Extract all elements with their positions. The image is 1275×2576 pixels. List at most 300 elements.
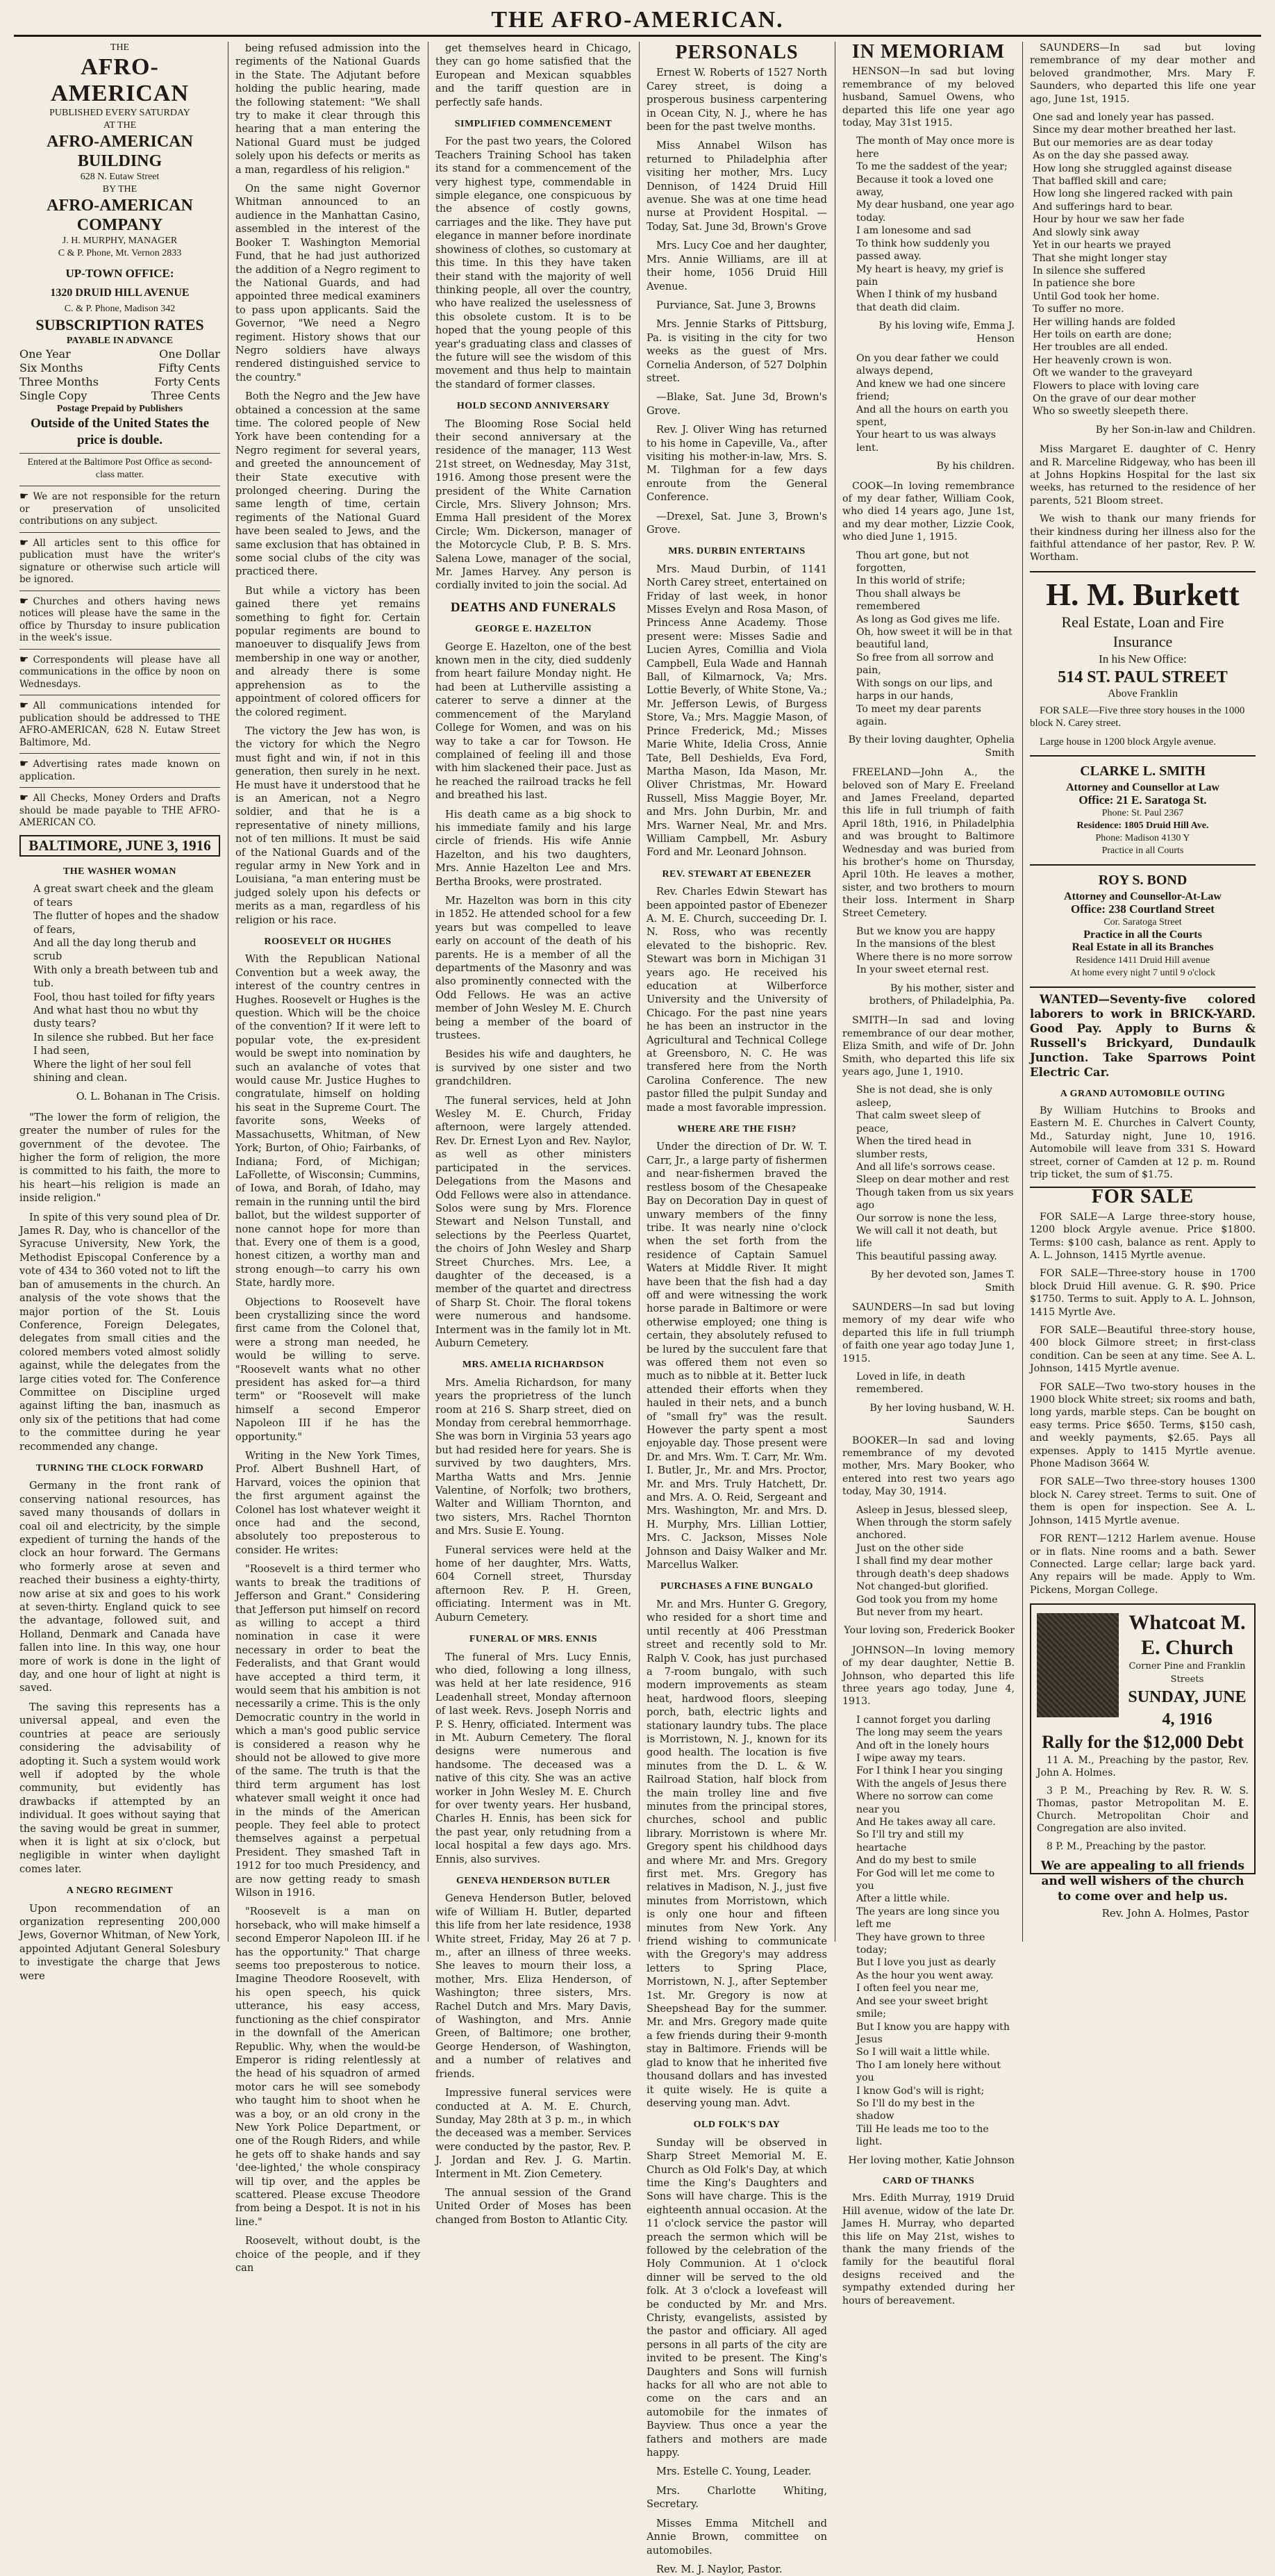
- article-fish: [647, 1140, 827, 1571]
- paragraph: Sunday will be observed in Sharp Street Memorial M. E. Church as Old Folk's Day, at which time the King's Daughters and Sons will have charge. This is the eighteenth annual occasion. At the 11 o'clock service the pastor will preach the sermon which will be followed by the celebration of the Holy Communion. At 1 o'clock dinner will be served to the old folk. At 3 o'clock a lovefeast will be conducted by Mr. and Mrs. Christy, evangelists, assisted by the pastor and officiary. All aged persons in all parts of the city are invited to be present. The King's Daughters and Sons will furnish hacks for all who are not able to come on the cars and an automobile for the inmates of Bayview. Thus once a year the fathers and mothers are made happy.: [647, 2136, 827, 2459]
- church-name: Whatcoat M. E. Church: [1128, 1611, 1246, 1660]
- paragraph: With the Republican National Convention but a week away, the interest of the country centres in Hughes. Roosevelt or Hughes is the question. Which will be the choice of the convention? If it were left to popular vote, the ex-president would be swept into nomination by such an avalanche of votes that would cause Mr. Justice Hughes to congratulate, himself on holding his seat in the Supreme Court. The favorite sons, Weeks of Massachusetts, Whitman, of New York; Burton, of Ohio; Fairbanks, of Indiana; Ford, of Michigan; LaFollette, of Wisconsin; Cummins, of Iowa, and Borah, of Idaho, may remain in the running until the bird ballot, but the wildest supporter of none cannot hope for more than that. Every one of them is a good, honest citizen, a worthy man and strong enough—to carry his own State, hardly more.: [235, 953, 420, 1289]
- poem-line: Her troubles are all ended.: [1033, 342, 1168, 354]
- poem-line: To me the saddest of the year;: [856, 161, 1008, 173]
- paragraph: The saving this represents has a universal appeal, and even the countries at peace are seriously considering the advisability of adopting it. Such a system would work well if adopted by the whole community, but evidently has drawbacks if attempted by an individual. It goes without saying that the saving would be great in summer, when it is light at six o'clock, but negligible in winter when daylight comes later.: [19, 1701, 220, 1875]
- poem-line: And sufferings hard to bear.: [1033, 201, 1173, 213]
- rate-row: [19, 347, 220, 361]
- poem-line: Until God took her home.: [1033, 290, 1160, 302]
- ad-burkett: [1030, 571, 1256, 748]
- poem-line: I am lonesome and sad: [856, 225, 972, 237]
- pointing-hand-icon: ☛: [19, 594, 29, 607]
- poem-line: Yet in our hearts we prayed: [1033, 240, 1172, 251]
- poem-line: With songs on our lips, and harps in our hands,: [856, 677, 993, 702]
- poem-line: Your heart to us was always lent.: [856, 429, 997, 454]
- dateline: BALTIMORE, JUNE 3, 1916: [19, 835, 220, 857]
- rates-table: [19, 347, 220, 403]
- ad-roy-bond: [1030, 864, 1256, 980]
- poem-line: I cannot forget you darling: [856, 1714, 991, 1726]
- pointing-hand-icon: ☛: [19, 791, 29, 804]
- ad-bond-name: ROY S. BOND: [1098, 872, 1188, 888]
- headline-ennis: FUNERAL OF MRS. ENNIS: [469, 1634, 598, 1645]
- poem-line: How long she struggled against disease: [1033, 163, 1232, 174]
- rate-term: Three Months: [19, 375, 99, 388]
- rate-row: [19, 375, 220, 389]
- poem-line: Thou shall always be remembered: [856, 588, 961, 613]
- paragraph: Misses Emma Mitchell and Annie Brown, committee on automobiles.: [647, 2517, 827, 2557]
- poem-line: As on the day she passed away.: [1033, 150, 1190, 162]
- poem-line: I shall find my dear mother through death's deep shadows: [856, 1555, 1009, 1580]
- poem-line: A great swart cheek and the gleam of tears: [33, 883, 214, 909]
- nameplate-address: 628 N. Eutaw Street: [80, 172, 160, 182]
- headline-richardson: MRS. AMELIA RICHARDSON: [462, 1360, 605, 1371]
- poem-line: My dear husband, one year ago today.: [856, 199, 1015, 224]
- poem-line: To suffer no more.: [1033, 304, 1124, 315]
- paragraph: George E. Hazelton, one of the best known men in the city, died suddenly from heart failure Monday night. He had been at Lutherville assisting a caterer to serve a dinner at the commencement of the Maryland College for Women, and was on his way to take a car for Towson. He complained of feeling ill and those with him slackened their pace. Just as he reached the railroad tracks he fell and breathed his last.: [435, 641, 631, 802]
- poem-line: In this world of strife;: [856, 575, 966, 587]
- poem-line: Not changed-but glorified.: [856, 1581, 989, 1593]
- church-date: SUNDAY, JUNE 4, 1916: [1128, 1687, 1247, 1728]
- poem-line: And knew we had one sincere friend;: [856, 378, 1006, 403]
- notices-list: [19, 486, 220, 829]
- poem-line: For God will let me come to you: [856, 1867, 995, 1892]
- poem-line: The years are long since you left me: [856, 1906, 1000, 1931]
- poem-line: In the mansions of the blest: [856, 939, 996, 950]
- poem-line: In silence she rubbed. But her face I had seen,: [33, 1031, 214, 1057]
- poem-line: When I think of my husband that death did claim.: [856, 289, 998, 313]
- memoriam-cook: COOK—In loving remembrance of my dear father, William Cook, who died 14 years ago, June 1st, and my dear mother, Lizzie Cook, who died June 1, 1915.: [842, 480, 1015, 543]
- paragraph: Objections to Roosevelt have been crystallizing since the word first came from the Colonel that, were a strong man needed, he would be willing to serve. "Roosevelt wants what no other president has asked for—a third term" or "Roosevelt will make himself a second Emperor Napoleon III if he has the opportunity.": [235, 1296, 420, 1443]
- poem-line: My heart is heavy, my grief is pain: [856, 263, 1003, 288]
- poem-line: For I think I hear you singing: [856, 1765, 1003, 1777]
- headline-personals: PERSONALS: [675, 42, 799, 63]
- poem-line: So free from all sorrow and pain,: [856, 652, 994, 677]
- church-pastor: Rev. John A. Holmes, Pastor: [1101, 1906, 1249, 1919]
- article-bungalo: [647, 1598, 827, 2110]
- poem-line: The long may seem the years: [856, 1727, 1003, 1739]
- nameplate-phone: C & P. Phone, Mt. Vernon 2833: [58, 248, 182, 258]
- ad-bond-office: Office: 238 Courtland Street: [1071, 902, 1215, 916]
- headline-durbin: MRS. DURBIN ENTERTAINS: [668, 546, 806, 557]
- ad-bond-practice: Practice in all the Courts: [1083, 928, 1202, 941]
- poem-line: Till He leads me too to the light.: [856, 2123, 989, 2148]
- headline-card-of-thanks: CARD OF THANKS: [882, 2175, 975, 2186]
- poem-line: Where no sorrow can come near you: [856, 1791, 993, 1815]
- paragraph: Mrs. Charlotte Whiting, Secretary.: [647, 2484, 827, 2511]
- poem-line: We will call it not death, but life: [856, 1225, 997, 1250]
- rate-price: Three Cents: [151, 389, 220, 402]
- poem-line: Her toils on earth are done;: [1033, 329, 1172, 340]
- poem-line: In patience she bore: [1033, 278, 1135, 290]
- headline-in-memoriam: IN MEMORIAM: [851, 41, 1006, 63]
- memoriam-johnson: JOHNSON—In loving memory of my dear daughter, Nettie B. Johnson, who departed this life three years ago today, June 4, 1913.: [842, 1644, 1015, 1708]
- ad-burkett-street: 514 ST. PAUL STREET: [1058, 668, 1228, 686]
- ad-clarke-residence: Residence: 1805 Druid Hill Ave.: [1076, 820, 1209, 831]
- poem-line: So I'll try and still my heartache: [856, 1829, 964, 1853]
- poem-line: I often feel you near me,: [856, 1983, 979, 1995]
- poem-line: In your sweet eternal rest.: [856, 964, 990, 976]
- poem-washer-woman: [33, 882, 220, 1084]
- poem-line: And slowly sink away: [1033, 226, 1140, 238]
- column-2: [230, 42, 426, 2274]
- notice-item: [19, 591, 220, 645]
- signature: Her loving mother, Katie Johnson: [848, 2154, 1015, 2166]
- pointing-hand-icon: ☛: [19, 699, 29, 711]
- poem-line: But I know you are happy with Jesus: [856, 2021, 1010, 2045]
- headline-for-sale: FOR SALE: [1030, 1187, 1256, 1203]
- for-sale-item: FOR SALE—Two three-story houses 1300 block N. Carey street. Terms to suit. One of them is open for inspection. See A. L. Johnson, 1415 Myrtle avenue.: [1030, 1476, 1256, 1526]
- poem-line: Her heavenly crown is won.: [1033, 354, 1172, 366]
- poem-line: Who so sweetly sleepeth there.: [1033, 406, 1189, 418]
- poem-line: Tho I am lonely here without you: [856, 2059, 1001, 2084]
- church-schedule-item: 8 P. M., Preaching by the pastor.: [1047, 1840, 1206, 1852]
- paragraph: Geneva Henderson Butler, beloved wife of William H. Butler, departed this life from her late residence, 1938 White street, Friday, May 26 at 7 p. m., after an illness of three weeks. She leaves to mourn their loss, a mother, Mrs. Eliza Henderson, of Washington; three sisters, Mrs. Rachel Dutch and Mrs. Mary Davis, of Washington, and Mrs. Annie Green, of Baltimore; one brother, George Henderson, of Washington, and a number of relatives and friends.: [435, 1892, 631, 2080]
- poem-line: Flowers to place with loving care: [1033, 380, 1199, 392]
- notice-text: All Checks, Money Orders and Drafts should be made payable to THE AFRO-AMERICAN CO.: [19, 793, 220, 828]
- memoriam-saunders: SAUNDERS—In sad but loving memory of my dear wife who departed this life in full triumph of faith one year ago today June 1, 1915.: [842, 1301, 1015, 1364]
- church-schedule-item: 3 P. M., Preaching by Rev. R. W. S. Thomas, pastor Metropolitan M. E. Church. Metropolitan Choir and Congregation are also invited.: [1037, 1785, 1249, 1834]
- notice-text: All articles sent to this office for publication must have the writer's signature or otherwise such article will be ignored.: [19, 537, 220, 585]
- memoriam-smith: SMITH—In sad and loving remembrance of our dear mother, Eliza Smith, and wife of Dr. John Smith, who departed this life six years ago, June 1, 1910.: [842, 1015, 1015, 1078]
- paragraph: Mr. Hazelton was born in this city in 1852. He attended school for a few years but was compelled to leave early on account of the death of his parents. He is a member of all the departments of the Masonry and was also prominently connected with the Odd Fellows. He was an active member of John Wesley M. E. Church being a member of the board of trustees.: [435, 894, 631, 1042]
- headline-fish: WHERE ARE THE FISH?: [677, 1124, 797, 1135]
- poem-line: But never from my heart.: [856, 1606, 983, 1618]
- church-picture: [1037, 1613, 1119, 1717]
- poem-line: So I'll do my best in the shadow: [856, 2097, 975, 2122]
- poem-line: God took you from my home: [856, 1594, 998, 1605]
- article-ennis: [435, 1651, 631, 1867]
- paragraph: Roosevelt, without doubt, is the choice of the people, and if they can: [235, 2235, 420, 2274]
- nameplate-entered: Entered at the Baltimore Post Office as second-class matter.: [19, 453, 220, 481]
- paragraph: Rev. Charles Edwin Stewart has been appointed pastor of Ebenezer A. M. E. Church, succeeding Dr. I. N. Ross, who was recently elevated to the bishopric. Rev. Stewart was born in Michigan 31 years ago. He received his education at Wilberforce University and the University of Chicago. For the past nine years he has been an instructor in the Agricultural and Technical College at Greensboro, N. C. He was transfered here from the North Carolina Conference. The new pastor filled the pulpit Sunday and made a most favorable impression.: [647, 886, 827, 1114]
- poem-line: Oh, how sweet it will be in that beautiful land,: [856, 627, 1012, 651]
- signature: By her loving husband, W. H. Saunders: [869, 1402, 1015, 1427]
- pointing-hand-icon: ☛: [19, 536, 29, 549]
- paragraph: Mrs. Jennie Starks of Pittsburg, Pa. is visiting in the city for two weeks as the guest of Mrs. Cornelia Anderson, of 527 Dolphin street.: [647, 318, 827, 384]
- rate-term: One Year: [19, 347, 71, 361]
- for-sale-item: FOR SALE—A Large three-story house, 1200 block Argyle avenue. Price $1800. Terms: $100 cash, balance as rent. Apply to A. L. Johnson, 1415 Myrtle avenue.: [1030, 1211, 1256, 1261]
- signature: By his mother, sister and brothers, of Philadelphia, Pa.: [869, 982, 1015, 1007]
- ad-burkett-sale2: Large house in 1200 block Argyle avenue.: [1040, 736, 1216, 748]
- column-4: [641, 42, 833, 2575]
- ad-clarke-phone: Phone: St. Paul 2367: [1101, 807, 1184, 818]
- notice-text: Correspondents will please have all communications in the office by noon on Wednesdays.: [19, 654, 220, 690]
- headline-stewart: REV. STEWART AT EBENEZER: [662, 868, 812, 880]
- paragraph: "Roosevelt is a third termer who wants to break the traditions of Jefferson and Grant." Considering that Jefferson put himself on record as willing to accept a third nomination in case it were necessary in order to beat the Federalists, and that Grant would have accepted a third term, it would seem that his ambition is not necessarily a crime. This is the only Democratic country in the world in which a man's good public service is considered a reason why he should not be allowed to give more of the same. The truth is that the third term argument has lost whatever small weight it once had in the minds of the American people. They feel able to protect themselves against a perpetual President. They smashed Taft in 1912 for too much Presidency, and are now getting ready to smash Wilson in 1916.: [235, 1563, 420, 1899]
- ad-clarke-title: Attorney and Counsellor at Law: [1065, 782, 1220, 794]
- poem-line: As the hour you went away.: [856, 1970, 994, 1981]
- article-richardson: [435, 1376, 631, 1624]
- church-rally: Rally for the $12,000 Debt: [1042, 1731, 1244, 1752]
- article-roosevelt-hughes: [235, 952, 420, 2274]
- ad-clarke-office: Office: 21 E. Saratoga St.: [1078, 793, 1207, 807]
- paragraph: Under the direction of Dr. W. T. Carr, Jr., a large party of fishermen and near-fishermen braved the restless bosom of the Chesapeake Bay on Decoration Day in quest of unwary members of the finny tribe. It was nearly nine o'clock when the set forth from the residence of Captain Samuel Waters at Middle River. It might have been that the fish had a day off and were witnessing the work horse parade in Baltimore or were otherwise employed; one thing is certain, they absolutely refused to be lured by the succulent fare that was offered them not even so much as to nibble at it. Better luck attended their efforts when they hauled in their nets, and a bunch of "small fry" was the result. However the party spent a most enjoyable day. Those present were Dr. and Mrs. Wm. T. Carr, Mr. Wm. I. Butler, Jr., Mr. and Mrs. Proctor, Mr. and Mrs. Truly Hatchett, Dr. and Mrs. A. O. Reid, Sergeant and Mrs. Washington, Mr. and Mrs. D. H. Murphy, Mrs. Lillian Lottier, Mrs. C. Jackson, Misses Nole Johnson and Daisy Walker and Mr. Marcellus Walker.: [647, 1141, 827, 1571]
- paragraph: The funeral services, held at John Wesley M. E. Church, Friday afternoon, were largely attended. Rev. Dr. Ernest Lyon and Rev. Naylor, as well as other ministers participated in the services. Delegations from the Masons and Odd Fellows were also in attendance. Solos were sung by Mrs. Florence Stewart and Nelson Tunstall, and selections by the Peerless Quartet, the choirs of John Wesley and Sharp Street Churches. Mrs. Lee, a daughter of the deceased, is a member of the quartet and directress of Sharp St. Choir. The floral tokens were numerous and handsome. Interment was in the family lot in Mt. Auburn Cemetery.: [435, 1094, 631, 1349]
- signature: O. L. Bohanan in The Crisis.: [76, 1091, 220, 1103]
- memoriam-saunders-mary: SAUNDERS—In sad but loving remembrance of my dear mother and beloved grandmother, Mrs. Mary F. Saunders, who departed this life one year ago, June 1st, 1915.: [1030, 42, 1256, 105]
- ad-clarke-smith: [1030, 755, 1256, 857]
- paragraph: Mrs. Amelia Richardson, for many years the proprietress of the lunch room at 216 S. Sharp street, died on Monday from cerebral hemmorrhage. She was born in Virginia 53 years ago but had resided here for years. She is survived by two daughters, Mrs. Martha Watts and Mrs. Jennie Valentine, of Norfolk; two brothers, Walter and William Thornton, and two sisters, Mrs. Rachel Thornton and Mrs. Susie E. Young.: [435, 1376, 631, 1537]
- poem-line: And all the hours on earth you spent,: [856, 404, 1009, 428]
- pointing-hand-icon: ☛: [19, 757, 29, 770]
- poem-line: This beautiful passing away.: [856, 1250, 997, 1262]
- rate-row: [19, 389, 220, 403]
- signature: By his loving wife, Emma J. Henson: [878, 320, 1015, 345]
- poem-line: Just on the other side: [856, 1542, 964, 1554]
- poem-line: With the angels of Jesus there: [856, 1778, 1007, 1790]
- column-1: [14, 42, 226, 1982]
- headline-butler: GENEVA HENDERSON BUTLER: [456, 1876, 611, 1886]
- nameplate-title: AFRO-AMERICAN: [51, 54, 189, 106]
- poem-line: How long she lingered racked with pain: [1033, 188, 1233, 200]
- church-corner: Corner Pine and Franklin Streets: [1128, 1661, 1246, 1685]
- nameplate-at-the: AT THE: [103, 120, 137, 131]
- signature: By their loving daughter, Ophelia Smith: [848, 734, 1015, 759]
- paragraph: The funeral of Mrs. Lucy Ennis, who died, following a long illness, was held at her late residence, 916 Leadenhall street, Monday afternoon of last week. Revs. Joseph Norris and P. S. Henry, officiated. Interment was in Mt. Auburn Cemetery. The floral designs were numerous and handsome. The deceased was a native of this city. She was an active worker in John Wesley M. E. Church for over twenty years. Her husband, Charles H. Ennis, has been sick for the past year, only retudning from a local hospital a few days ago. Mrs. Ennis, also survives.: [435, 1651, 631, 1865]
- poem-line: Though taken from us six years ago: [856, 1187, 1014, 1212]
- ad-burkett-above: Above Franklin: [1108, 687, 1178, 700]
- notice-text: We are not responsible for the return or preservation of unsolicited contributions on any subject.: [19, 491, 220, 527]
- memoriam-freeland: FREELAND—John A., the beloved son of Mary E. Freeland and James Freeland, departed this life in full triumph of faith April 18th, 1916, in Philadelphia and was brought to Baltimore Wednesday and was buried from his brother's home on Thursday, April 10th. He leaves a mother, sister, and two brothers to mourn their loss. Interment in Sharp Street Cemetery.: [842, 767, 1015, 919]
- notice-item: [19, 753, 220, 783]
- signature: By her Son-in-law and Children.: [1095, 424, 1256, 436]
- article-stewart: [647, 885, 827, 1114]
- article-personals: [647, 66, 827, 536]
- poem-line: To meet my dear parents again.: [856, 703, 981, 727]
- poem-line: But we know you are happy: [856, 926, 995, 937]
- headline-bungalo: PURCHASES A FINE BUNGALO: [660, 1581, 814, 1592]
- poem-booker: [856, 1504, 1015, 1619]
- article-religion: [19, 1111, 220, 1453]
- poem-line: One sad and lonely year has passed.: [1033, 112, 1215, 124]
- headline-old-folks: OLD FOLK'S DAY: [693, 2120, 781, 2131]
- nameplate-subscription: SUBSCRIPTION RATES: [35, 316, 204, 333]
- poem-saunders: [856, 1371, 1015, 1396]
- poem-line: After a little while.: [856, 1893, 950, 1905]
- paragraph: Impressive funeral services were conducted at A. M. E. Church, Sunday, May 28th at 3 p. m., in which the deceased was a member. Services were conducted by the pastor, Rev. P. J. Jordan and Rev. J. G. Martin. Interment in Mt. Zion Cemetery.: [435, 2087, 631, 2180]
- poem-line: Sleep on dear mother and rest: [856, 1174, 1009, 1186]
- nameplate-by-the: BY THE: [102, 184, 138, 195]
- ad-bond-hours: At home every night 7 until 9 o'clock: [1070, 967, 1215, 978]
- poem-line: And see your sweet bright smile;: [856, 1995, 988, 2020]
- notice-item: [19, 787, 220, 829]
- poem-line: On the grave of our dear mother: [1033, 393, 1196, 404]
- notice-text: Churches and others having news notices will please have the same in the office by Thursday to insure publication in the week's issue.: [19, 595, 220, 643]
- poem-line: Since my dear mother breathed her last.: [1033, 124, 1236, 136]
- card-of-thanks: Mrs. Edith Murray, 1919 Druid Hill avenue, widow of the late Dr. James H. Murray, who departed this life on May 21st, wishes to thank the many friends of the family for the beautiful floral designs received and the sympathy extended during her hours of bereavement.: [842, 2193, 1015, 2306]
- poem-line: The month of May once more is here: [856, 135, 1015, 160]
- poem-line: When the tired head in slumber rests,: [856, 1136, 972, 1160]
- headline-hazelton: GEORGE E. HAZELTON: [474, 624, 592, 635]
- poem-line: I wipe away my tears.: [856, 1752, 966, 1764]
- article-old-folks: [647, 2136, 827, 2576]
- nameplate-footer: [19, 403, 220, 481]
- nameplate: [19, 42, 220, 347]
- masthead-title: THE AFRO-AMERICAN.: [491, 7, 784, 33]
- poem-line: With only a breath between tub and tub.: [33, 964, 219, 990]
- church-schedule: [1037, 1754, 1249, 1853]
- poem-freeland: [856, 925, 1015, 977]
- ad-auto-outing: By William Hutchins to Brooks and Eastern M. E. Churches in Calvert County, Md., Saturday night, June 10, 1916. Automobile will leave from 331 S. Howard street, corner of Camden at 12 p. m. Round trip ticket, the sum of $1.75.: [1030, 1105, 1256, 1180]
- ad-burkett-line1: Real Estate, Loan and Fire: [1061, 613, 1224, 631]
- paragraph: Funeral services were held at the home of her daughter, Mrs. Watts, 604 Cornell street, Thursday afternoon Rev. P. H. Green, officiating. Interment was in Mt. Auburn Cemetery.: [435, 1544, 631, 1624]
- poem-line: Because it took a loved one away,: [856, 174, 994, 199]
- for-sale-item: FOR RENT—1212 Harlem avenue. House or in flats. Nine rooms and a bath. Sewer Connected. Large cellar; large back yard. Any repairs will be made. Apply to Wm. Pickens, Morgan College.: [1030, 1533, 1256, 1596]
- rate-term: Single Copy: [19, 389, 88, 402]
- nameplate-uptown-address: 1320 DRUID HILL AVENUE: [50, 287, 190, 299]
- poem-line: Thou art gone, but not forgotten,: [856, 550, 969, 575]
- paragraph: Upon recommendation of an organization representing 200,000 Jews, Governor Whitman, of New York, appointed Adjutant General Solesbury to investigate the charge that Jews were: [19, 1902, 220, 1982]
- poem-line: And He takes away all care.: [856, 1817, 996, 1828]
- rate-price: One Dollar: [159, 347, 220, 361]
- headline-negro-regiment: A NEGRO REGIMENT: [66, 1885, 174, 1897]
- for-sale-listings: [1030, 1211, 1256, 1596]
- headline-commencement: SIMPLIFIED COMMENCEMENT: [454, 119, 612, 130]
- poem-henson: [856, 135, 1015, 314]
- signature: Your loving son, Frederick Booker: [844, 1625, 1015, 1637]
- article-clock-forward: [19, 1479, 220, 1876]
- notice-ridgeway: Miss Margaret E. daughter of C. Henry and R. Marceline Ridgeway, who has been ill at Johns Hopkins Hospital for the last six weeks, has returned to the residence of her parents, 521 Bloom street.: [1030, 444, 1256, 506]
- nameplate-payable: PAYABLE IN ADVANCE: [66, 336, 174, 346]
- article-roosevelt-continued: [435, 42, 631, 109]
- paragraph: The victory the Jew has won, is the victory for which the Negro must fight and win, if not in this generation, then surely in he next. He must have it understood that he is an American, not a Negro soldier, and that he is a representative of ninety millions, not of ten millions. It must be said of the National Guards and of the regular army in New York and in Louisiana, "a man entering must be judged solely upon his defects or merits as a man, regardless of his religion or his race.: [235, 725, 420, 926]
- nameplate-manager: J. H. MURPHY, MANAGER: [62, 236, 178, 246]
- poem-line: Loved in life, in death remembered.: [856, 1371, 965, 1396]
- poem-johnson: [856, 1714, 1015, 2149]
- column-6: [1024, 42, 1261, 1942]
- headline-washer-woman: THE WASHER WOMAN: [62, 866, 177, 877]
- poem-cook: [856, 550, 1015, 729]
- notice-item: [19, 486, 220, 528]
- paragraph: Both the Negro and the Jew have obtained a concession at the same time. The colored people of New York have been contending for a Negro regiment for several years, and greeted the announcement of their State executive with prolonged cheering. During the same length of time, certain regiments of the National Guard have been sealed to Jews, and the same exclusion that has obtained in some social clubs of the city was practiced there.: [235, 390, 420, 578]
- poem-henson-2: [856, 352, 1015, 454]
- article-regiment-continued: [235, 42, 420, 927]
- rate-price: Forty Cents: [154, 375, 220, 388]
- paragraph: The annual session of the Grand United Order of Moses has been changed from Boston to Atlantic City.: [435, 2186, 631, 2226]
- ad-burkett-sale1: FOR SALE—Five three story houses in the 1000 block N. Carey street.: [1030, 704, 1245, 729]
- nameplate-uptown: UP-TOWN OFFICE:: [65, 267, 174, 280]
- paragraph: The Blooming Rose Social held their second anniversary at the residence of the manager, 113 West 21st street, on Wednesday, May 31st, 1916. Among those present were the president of the White Carnation Circle, Mrs. Slivery Johnson; Mrs. Emma Hall president of the Morex Circle; Wm. Dickerson, manager of the Motorcycle Club, P. B. S. Mrs. Salena Lowe, manager of the social, Mr. James Harvey. Any person is cordially invited to join the social. Ad: [435, 418, 631, 592]
- paragraph: —Drexel, Sat. June 3, Brown's Grove.: [647, 510, 827, 536]
- headline-roosevelt-hughes: ROOSEVELT OR HUGHES: [264, 936, 392, 947]
- ad-clarke-practice: Practice in all Courts: [1101, 845, 1184, 856]
- ad-burkett-line2: Insurance: [1112, 632, 1173, 650]
- headline-deaths-funerals: DEATHS AND FUNERALS: [450, 600, 617, 615]
- column-rule: [639, 42, 640, 1942]
- poem-line: She is not dead, she is only asleep,: [856, 1084, 992, 1109]
- article-anniversary: [435, 418, 631, 593]
- article-commencement: [435, 135, 631, 391]
- notice-item: [19, 695, 220, 749]
- paragraph: Germany in the front rank of conserving national resources, has saved many thousands of dollars in coal oil and electricity, by the simple expedient of turning the hands of the clock an hour forward. The Germans who formerly arose at seven and reached their business a eighty-thirty, now arise at six and goes to his work at seven-thirty. England quick to see the advantage, followed suit, and Holland, Denmark and Canada have fallen into line. In this way, one hour more of work is done in the light of day, and one hour of light at night is saved.: [19, 1480, 220, 1694]
- headline-auto-outing: A GRAND AUTOMOBILE OUTING: [1060, 1088, 1226, 1099]
- notice-ridgeway-thanks: We wish to thank our many friends for their kindness during her illness also for the faithful attendance of her pastor, Rev. P. W. Wortham.: [1030, 513, 1256, 563]
- paragraph: —Blake, Sat. June 3d, Brown's Grove.: [647, 391, 827, 417]
- pointing-hand-icon: ☛: [19, 652, 29, 666]
- paragraph: Ernest W. Roberts of 1527 North Carey street, is doing a prosperous business carpentering in Ocean City, N. J., where he has been for the past twelve months.: [647, 67, 827, 133]
- headline-clock-forward: TURNING THE CLOCK FORWARD: [35, 1462, 204, 1473]
- ad-bond-estate: Real Estate in all its Branches: [1072, 941, 1214, 954]
- notice-item: [19, 649, 220, 691]
- nameplate-the: THE: [110, 42, 130, 53]
- notice-item: [19, 532, 220, 586]
- for-sale-item: FOR SALE—Beautiful three-story house, 400 block Gilmore street; in first-class condition. Can be seen at any time. See A. L. Johnson, 1415 Myrtle avenue.: [1030, 1325, 1256, 1375]
- paragraph: Mr. and Mrs. Hunter G. Gregory, who resided for a short time and until recently at 406 Presstman street and recently sold to Mr. Ralph V. Cook, has just purchased a 7-room bungalo, with such modern improvements as steam heat, hardwood floors, sleeping porch, bath, electric lights and stationary laundry tubs. The place is Morristown, N. J., known for its good health. The location is five minutes from the D. L. & W. Railroad Station, half block from the main trolley line and five minutes from the principal stores, churches, school and public library. Morristown is where Mr. Gregory spent his childhood days and where Mr. and Mrs. Gregory first met. Mrs. Gregory has relatives in Madison, N. J., just five minutes from Morristown, which is only one hour and fifteen minutes from New York. Any friend wishing to communicate with the Gregory's may address letters to Spring Place, Morristown, N. J., after September 1st. Mr. Gregory is now at Sheepshead Bay for the summer. Mr. and Mrs. Gregory made quite a few friends during their 9-month stay in Baltimore. Friends will be glad to know that he inherited five thousand dollars and has invested it quite wisely. He is quite a deserving young man. Advt.: [647, 1598, 827, 2109]
- ad-bond-residence: Residence 1411 Druid Hill avenue: [1075, 955, 1210, 966]
- ad-whatcoat-church: [1030, 1603, 1256, 1919]
- paragraph: being refused admission into the regiments of the National Guards in the State. The Adjutant before holding the public hearing, made the following statement: "We shall try to make it clear through this hearing that a man entering the National Guard must be judged solely upon his defects or merits as a man, regardless of his religion.": [235, 42, 420, 176]
- signature: By her devoted son, James T. Smith: [870, 1269, 1015, 1294]
- poem-line: In silence she suffered: [1033, 265, 1146, 276]
- poem-line: Where the light of her soul fell shining and clean.: [33, 1058, 192, 1084]
- poem-line: But I love you just as dearly: [856, 1957, 996, 1969]
- for-sale-item: FOR SALE—Two two-story houses in the 1900 block White street; six rooms and bath, long yards, marble steps. Can be bought on easy terms. Price $650. Terms, $150 cash, and weekly payments, $2.65. Pays all expenses. Apply to 1415 Myrtle avenue. Phone Madison 3664 W.: [1030, 1381, 1256, 1470]
- column-rule: [1022, 42, 1023, 1942]
- article-durbin: [647, 563, 827, 859]
- church-schedule-item: 11 A. M., Preaching by the pastor, Rev. John A. Holmes.: [1037, 1754, 1249, 1778]
- paragraph: Miss Annabel Wilson has returned to Philadelphia after visiting her mother, Mrs. Lucy Dennison, of 1424 Druid Hill avenue. She was at one time head nurse at Provident Hospital. —Today, Sat. June 3d, Brown's Grove: [647, 140, 827, 233]
- notice-text: All communications intended for publication should be addressed to THE AFRO-AMERICAN, 628 N. Eutaw Street Baltimore, Md.: [19, 700, 220, 748]
- paragraph: Mrs. Lucy Coe and her daughter, Mrs. Annie Williams, are ill at their home, 1056 Druid Hill Avenue.: [647, 240, 827, 292]
- poem-line: And oft in the lonely hours: [856, 1740, 990, 1751]
- poem-line: And all life's sorrows cease.: [856, 1161, 996, 1173]
- rate-price: Fifty Cents: [158, 361, 220, 374]
- memoriam-booker: BOOKER—In sad and loving remembrance of my devoted mother, Mrs. Mary Booker, who entered into rest two years ago today, May 30, 1914.: [842, 1435, 1015, 1498]
- paragraph: Writing in the New York Times, Prof. Albert Bushnell Hart, of Harvard, voices the opinion that the first argument against the Colonel has lost whatever weight it once had and the second, absolutely too preposterous to consider. He writes:: [235, 1450, 420, 1556]
- ad-clarke-res-phone: Phone: Madison 4130 Y: [1095, 832, 1190, 843]
- for-sale-item: FOR SALE—Three-story house in 1700 block Druid Hill avenue. G. R. $90. Price $1750. Terms to suit. Apply to A. L. Johnson, 1415 Myrtle Ave.: [1030, 1268, 1256, 1318]
- nameplate-uptown-phone: C. & P. Phone, Madison 342: [64, 304, 176, 314]
- notice-text: Advertising rates made known on application.: [19, 759, 220, 782]
- poem-line: Where there is no more sorrow: [856, 951, 1012, 963]
- poem-line: That baffled skill and care;: [1033, 176, 1167, 188]
- column-5: [837, 41, 1020, 2306]
- poem-line: Our sorrow is none the less,: [856, 1212, 997, 1224]
- poem-line: I know God's will is right;: [856, 2085, 985, 2097]
- poem-line: That calm sweet sleep of peace,: [856, 1110, 981, 1134]
- paragraph: In spite of this very sound plea of Dr. James R. Day, who is chancellor of the Syracuse University, New York, the Methodist Episcopal Conference by a vote of 434 to 360 voted not to lift the ban of amusements in the church. An analysis of the vote shows that the major portion of the St. Louis Conference, Foreign Delegates, delegates from small cities and the colored members voted almost solidly against, while the delegates from the large cities voted for. The Conference Committee on Discipline urged against lifting the ban, inasmuch as only six of the petitions that had come to the committee during he year recommended any change.: [19, 1211, 220, 1453]
- poem-line: The flutter of hopes and the shadow of fears,: [33, 910, 219, 936]
- poem-line: And what hast thou no wbut thy dusty tears?: [33, 1004, 199, 1030]
- ad-wanted: WANTED—Seventy-five colored laborers to work in BRICK-YARD. Good Pay. Apply to Burns & Russell's Brickyard, Dundaulk Junction. Take Sparrows Point Electric Car.: [1030, 986, 1256, 1080]
- paragraph: Rev. M. J. Naylor, Pastor.: [656, 2563, 783, 2575]
- paragraph: Mrs. Estelle C. Young, Leader.: [656, 2466, 812, 2478]
- rate-term: Six Months: [19, 361, 83, 374]
- poem-line: They have grown to three today;: [856, 1931, 985, 1956]
- ad-bond-cor: Cor. Saratoga Street: [1103, 916, 1182, 927]
- ad-clarke-name: CLARKE L. SMITH: [1080, 763, 1206, 779]
- poem-line: And all the day long therub and scrub: [33, 936, 197, 963]
- headline-anniversary: HOLD SECOND ANNIVERSARY: [456, 401, 610, 412]
- memoriam-henson: HENSON—In sad but loving remembrance of my beloved husband, Samuel Owens, who departed this life one year ago today, May 31st 1915.: [842, 66, 1015, 129]
- ad-bond-title: Attorney and Counsellor-At-Law: [1064, 890, 1222, 902]
- paragraph: For the past two years, the Colored Teachers Training School has taken its stand for a commencement of the very highest type, commendable in simple elegance, one conspicuous by the absence of costly gowns, carriages and the like. They have put elegance in manner before inordinate showiness of clothes, so customary at this time. In this they have taken their stand with the majority of well thinking people, all over the country, who have realized the uselessness of this obsolete custom. It is to be hoped that the young people of this year's graduating class and classes of the future will see the wisdom of this movement and thus help to maintain the standard of former classes.: [435, 135, 631, 390]
- nameplate-published: PUBLISHED EVERY SATURDAY: [49, 108, 190, 118]
- signature: By his children.: [936, 461, 1015, 472]
- poem-line: And do my best to smile: [856, 1855, 977, 1867]
- nameplate-company: AFRO-AMERICAN COMPANY: [47, 197, 193, 234]
- paragraph: Besides his wife and daughters, he is survived by one sister and two grandchildren.: [435, 1048, 631, 1088]
- poem-line: So I will wait a little while.: [856, 2047, 990, 2058]
- nameplate-building: AFRO-AMERICAN BUILDING: [47, 133, 193, 170]
- poem-line: Hour by hour we saw her fade: [1033, 214, 1185, 226]
- poem-line: Her willing hands are folded: [1033, 316, 1176, 328]
- paragraph: Rev. J. Oliver Wing has returned to his home in Capeville, Va., after visiting his mother-in-law, Mrs. S. M. Tilghman for a few days enroute from the General Conference.: [647, 424, 827, 504]
- paragraph: Purviance, Sat. June 3, Browns: [656, 299, 816, 311]
- poem-line: On you dear father we could always depend,: [856, 352, 999, 377]
- ad-burkett-office: In his New Office:: [1099, 652, 1187, 666]
- poem-saunders-mary: [1033, 111, 1256, 418]
